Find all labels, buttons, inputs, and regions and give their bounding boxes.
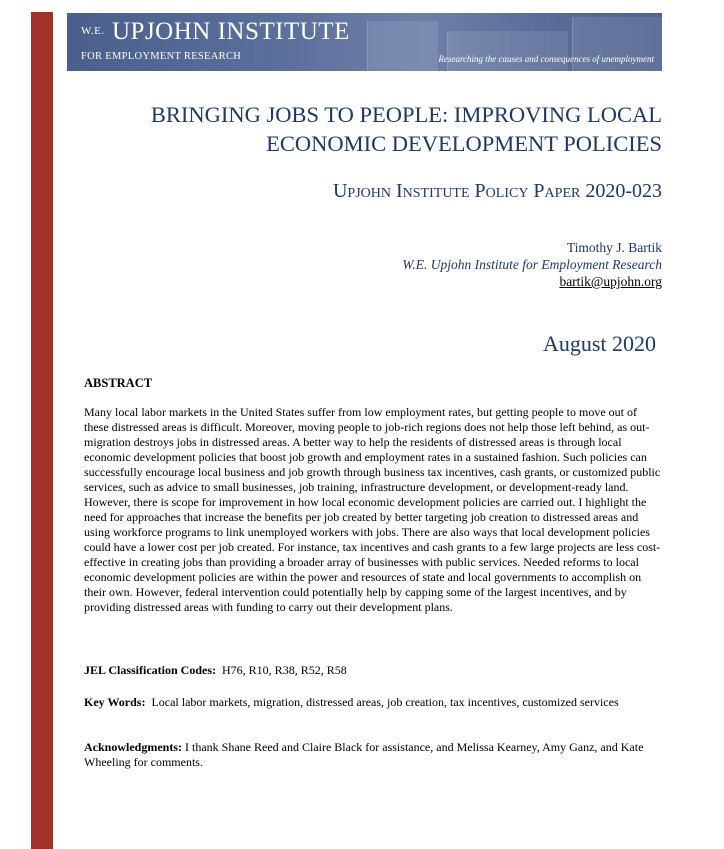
paper-title bbox=[90, 100, 662, 158]
abstract-body: Many local labor markets in the United States suffer from low employment rates, but getting people to move out of these distressed areas is difficult. Moreover, moving people to job-rich regions does not help those left behind, as out-migration destroys jobs in distressed areas. A better way to help the residents of distressed areas is through local economic development policies that boost job growth and employment rates in a sustained fashion. Such policies can successfully encourage local business and job growth through business tax incentives, cash grants, or customized public services, such as advice to small businesses, job training, infrastructure development, or development-ready land. However, there is scope for improvement in how local economic development policies are carried out. I highlight the need for approaches that increase the benefits per job created by better targeting job creation to distressed areas and using workforce programs to link unemployed workers with jobs. There are also ways that local development policies could have a lower cost per job created. For instance, tax incentives and cash grants to a few large projects are less cost-effective in creating jobs than providing a broader array of businesses with public services. Needed reforms to local economic development policies are within the power and resources of state and local governments to accomplish on their own. However, federal intervention could potentially help by capping some of the largest incentives, and by providing distressed areas with funding to carry out their development plans. bbox=[84, 405, 661, 614]
acknowledgments bbox=[84, 740, 664, 770]
key-words-value: Local labor markets, migration, distressed areas, job creation, tax incentives, customized services bbox=[151, 695, 619, 709]
author-institution: W.E. Upjohn Institute for Employment Research bbox=[402, 257, 662, 272]
acknowledgments-label: Acknowledgments: bbox=[84, 740, 182, 754]
publication-date: August 2020 bbox=[542, 331, 656, 356]
banner-tagline: Researching the causes and consequences of unemployment bbox=[438, 54, 654, 64]
author-email-link[interactable]: bartik@upjohn.org bbox=[559, 274, 662, 289]
jel-codes bbox=[84, 663, 347, 678]
side-accent-bar bbox=[31, 12, 53, 849]
acknowledgments-value: I thank Shane Reed and Claire Black for assistance, and Melissa Kearney, Amy Ganz, and Kate Wheeling for comments. bbox=[84, 740, 644, 769]
key-words bbox=[84, 695, 706, 710]
paper-title-line-2: ECONOMIC DEVELOPMENT POLICIES bbox=[266, 131, 662, 156]
banner-building-graphic bbox=[447, 31, 568, 71]
author-name: Timothy J. Bartik bbox=[566, 240, 662, 255]
banner-building-graphic bbox=[367, 21, 438, 71]
banner-subtitle: FOR EMPLOYMENT RESEARCH bbox=[81, 51, 242, 62]
abstract-heading: ABSTRACT bbox=[84, 376, 153, 390]
banner-institute-name: UPJOHN INSTITUTE bbox=[112, 18, 350, 45]
author-block bbox=[402, 239, 662, 290]
key-words-label: Key Words: bbox=[84, 695, 146, 709]
jel-label: JEL Classification Codes: bbox=[84, 663, 217, 677]
institute-banner bbox=[67, 13, 662, 71]
banner-we: W.E. bbox=[81, 25, 105, 37]
paper-title-line-1: BRINGING JOBS TO PEOPLE: IMPROVING LOCAL bbox=[150, 102, 662, 127]
policy-paper-series: Upjohn Institute Policy Paper 2020-023 bbox=[332, 180, 662, 202]
jel-value: H76, R10, R38, R52, R58 bbox=[222, 663, 347, 677]
